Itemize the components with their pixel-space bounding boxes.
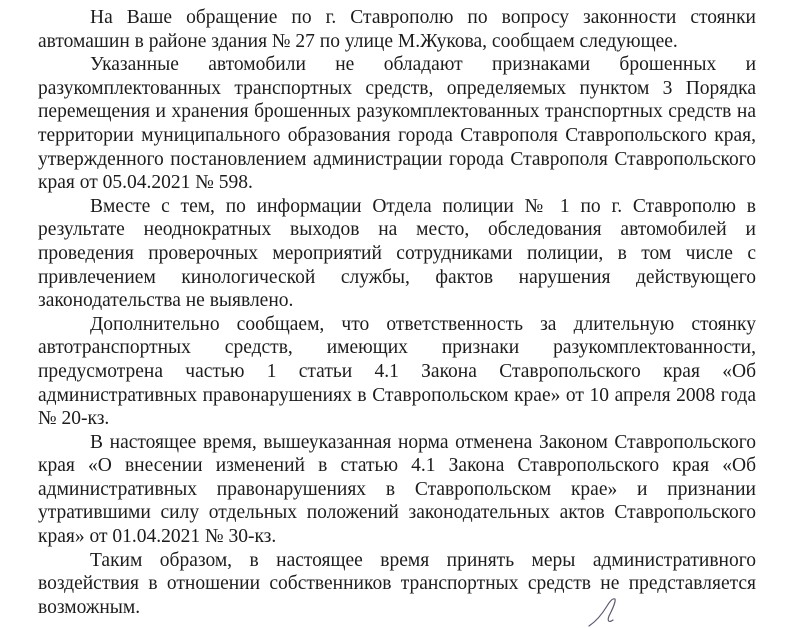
paragraph-liability: Дополнительно сообщаем, что ответственность за длительную стоянку автотранспортных средств, имеющих признаки разукомплектованности, предусмотрена частью 1 статьи 4.1 Закона Ставропольского края «Об административных правонарушениях в Ставропольском крае» от 10 апреля 2008 года № 20-кз.	[38, 313, 756, 430]
letter-body	[38, 6, 756, 619]
paragraph-police-findings: Вместе с тем, по информации Отдела полиции № 1 по г. Ставрополю в результате неоднократных выходов на место, обследования автомобилей и проведения проверочных мероприятий сотрудниками полиции, в том числе с привлечением кинологической службы, фактов нарушения действующего законодательства не выявлено.	[38, 195, 756, 312]
paragraph-norm-repealed: В настоящее время, вышеуказанная норма отменена Законом Ставропольского края «О внесении изменений в статью 4.1 Закона Ставропольского края «Об административных правонарушениях в Ставропольском крае» и признании утратившими силу отдельных положений законодательных актов Ставропольского края» от 01.04.2021 № 30-кз.	[38, 431, 756, 548]
paragraph-conclusion: Таким образом, в настоящее время принять меры административного воздействия в отношении собственников транспортных средств не представляется возможным.	[38, 549, 756, 618]
paragraph-vehicles-status: Указанные автомобили не обладают признаками брошенных и разукомплектованных транспортных средств, определяемых пунктом 3 Порядка перемещения и хранения брошенных разукомплектованных транспортных средств на территории муниципального образования города Ставрополя Ставропольского края, утвержденного постановлением администрации города Ставрополя Ставропольского края от 05.04.2021 № 598.	[38, 54, 756, 194]
paragraph-inquiry: На Ваше обращение по г. Ставрополю по вопросу законности стоянки автомашин в районе здания № 27 по улице М.Жукова, сообщаем следующее.	[38, 7, 756, 52]
signature-mark-icon	[585, 596, 625, 628]
